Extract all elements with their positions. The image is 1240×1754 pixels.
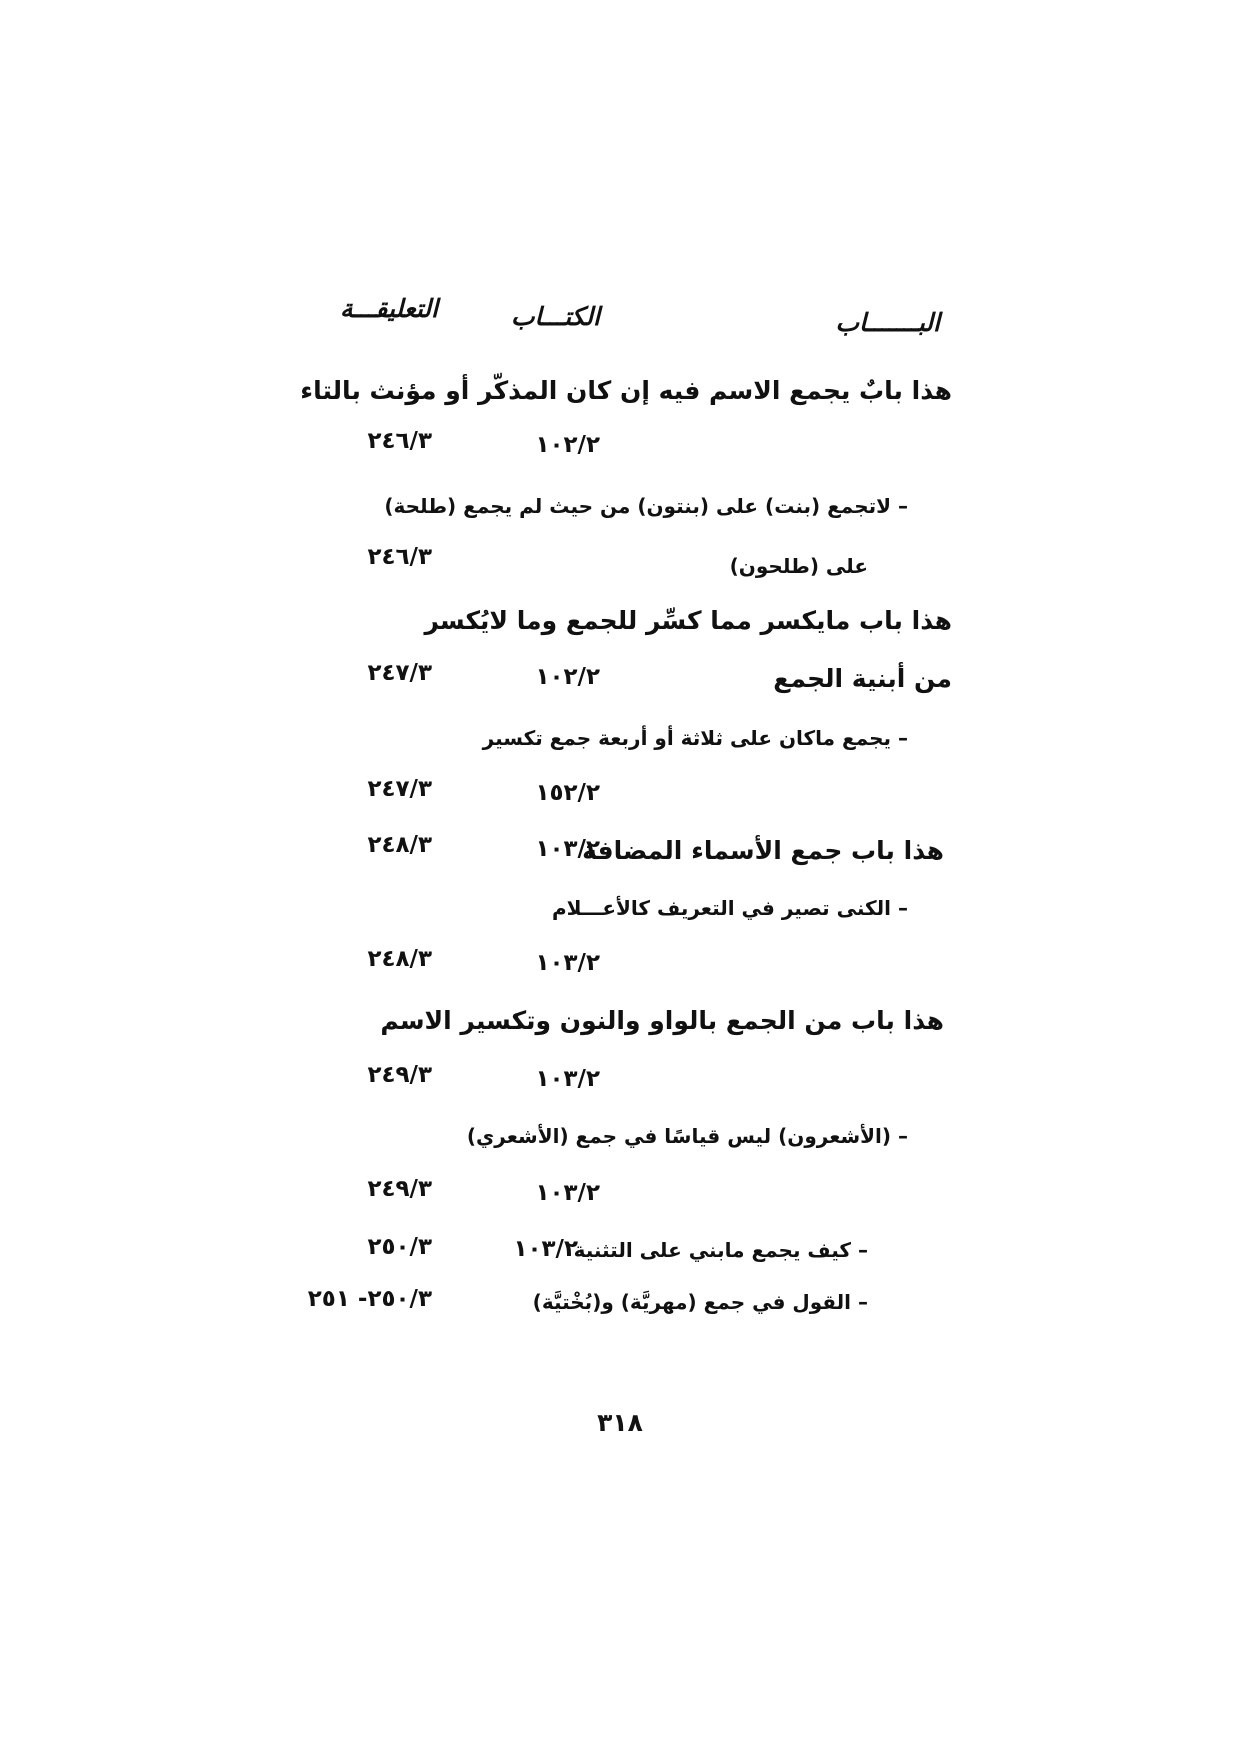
taliqa-ref: ٢٤٨/٣ [367, 832, 432, 858]
taliqa-ref: ٢٤٧/٣ [367, 660, 432, 686]
header-bab: البـــــــاب [835, 308, 940, 337]
taliqa-ref: ٢٤٦/٣ [367, 428, 432, 454]
taliqa-ref: ٢٥٠/٣- ٢٥١ [307, 1286, 432, 1312]
header-taliqa: التعليقـــة [339, 294, 438, 323]
taliqa-ref: ٢٤٧/٣ [367, 776, 432, 802]
bab-heading: هذا باب مايكسر مما كسِّر للجمع وما لايُكسر [424, 606, 952, 635]
kitab-ref: ١٠٣/٢ [535, 1066, 600, 1092]
kitab-ref: ١٠٣/٢ [513, 1236, 578, 1262]
header-kitab: الكتـــاب [510, 302, 600, 331]
bab-heading: هذا بابٌ يجمع الاسم فيه إن كان المذكّر أو مؤنث بالتاء [300, 376, 952, 405]
kitab-ref: ١٠٣/٢ [535, 1180, 600, 1206]
bab-subentry: – الكنى تصير في التعريف كالأعـــلام [552, 896, 908, 920]
taliqa-ref: ٢٥٠/٣ [367, 1234, 432, 1260]
taliqa-ref: ٢٤٨/٣ [367, 946, 432, 972]
bab-subentry: – كيف يجمع مابني على التثنية [573, 1238, 868, 1262]
page-number: ٣١٨ [597, 1408, 643, 1437]
bab-heading: هذا باب جمع الأسماء المضافة [582, 836, 944, 865]
bab-subentry: – يجمع ماكان على ثلاثة أو أربعة جمع تكسير [482, 726, 908, 750]
bab-subentry: – (الأشعرون) ليس قياسًا في جمع (الأشعري) [466, 1124, 908, 1148]
kitab-ref: ١٠٣/٢ [535, 950, 600, 976]
bab-subentry: – لاتجمع (بنت) على (بنتون) من حيث لم يجمع (طلحة) [384, 494, 908, 518]
kitab-ref: ١٠٣/٢ [535, 836, 600, 862]
taliqa-ref: ٢٤٦/٣ [367, 544, 432, 570]
kitab-ref: ١٠٢/٢ [535, 432, 600, 458]
bab-heading: هذا باب من الجمع بالواو والنون وتكسير الاسم [380, 1006, 944, 1035]
bab-heading: من أبنية الجمع [773, 664, 952, 693]
bab-subentry: – القول في جمع (مهريَّة) و(بُخْتيَّة) [532, 1290, 868, 1314]
bab-subentry: على (طلحون) [729, 554, 868, 578]
taliqa-ref: ٢٤٩/٣ [367, 1062, 432, 1088]
kitab-ref: ١٥٢/٢ [535, 780, 600, 806]
kitab-ref: ١٠٢/٢ [535, 664, 600, 690]
taliqa-ref: ٢٤٩/٣ [367, 1176, 432, 1202]
